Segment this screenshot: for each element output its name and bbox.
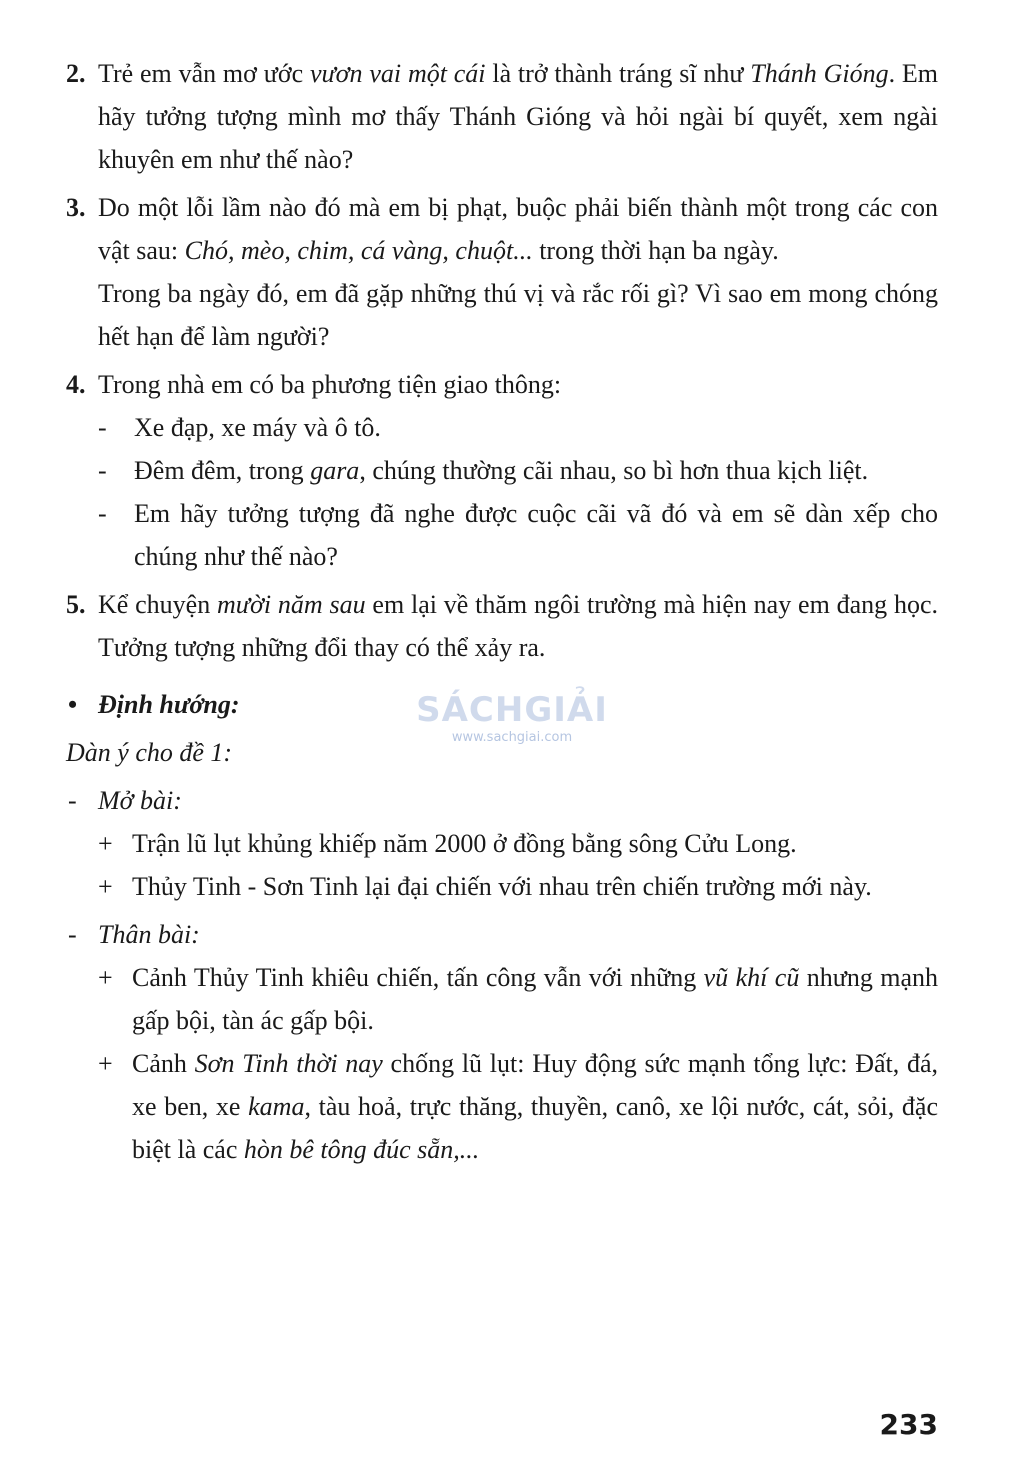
heading-text: Định hướng: [98,690,240,719]
than-bai-list [98,956,938,1171]
plus-mark: + [98,963,113,992]
italic-run: Chó, mèo, chim, cá vàng, chuột... [184,236,533,265]
italic-run: Thánh Gióng [750,59,889,88]
dash-item [98,406,938,449]
italic-run: vươn vai một cái [309,59,486,88]
text-run: , tàu hoả, trực thăng, thuyền, canô, xe lội nước, cát, sỏi, đặc biệt là các [132,1092,938,1164]
page-number: 233 [879,1408,938,1441]
dash-mark: - [98,413,107,442]
dash-item [98,492,938,578]
question-text [98,583,938,669]
outline-title: Dàn ý cho đề 1: [66,738,233,767]
plus-text: Thủy Tinh - Sơn Tinh lại đại chiến với nhau trên chiến trường mới này. [132,872,872,901]
question-number: 4. [66,370,86,399]
italic-run: gara [310,456,360,485]
plus-mark: + [98,829,113,858]
text-run: là trở thành tráng sĩ như [485,59,751,88]
dash-list [98,406,938,578]
question-number: 5. [66,590,86,619]
question-3 [66,186,938,358]
text-run: chống lũ lụt: Huy động sức mạnh tổng lực: Đất, đá, xe ben, xe [132,1049,939,1121]
italic-run: hòn bê tông đúc sẵn,... [243,1135,480,1164]
question-text: Trong nhà em có ba phương tiện giao thông: [98,370,562,399]
dash-mark: - [68,786,77,815]
text-run: . Em hãy tưởng tượng mình mơ thấy Thánh Gióng và hỏi ngài bí quyết, xem ngài khuyên em như thế nào? [98,59,939,174]
italic-run: kama [248,1092,305,1121]
text-run: Cảnh Thủy Tinh khiêu chiến, tấn công vẫn với những [132,963,704,992]
question-4 [66,363,938,406]
mo-bai-heading [66,779,938,822]
plus-text: Trận lũ lụt khủng khiếp năm 2000 ở đồng bằng sông Cửu Long. [132,829,797,858]
text-run: Cảnh [132,1049,195,1078]
plus-item [98,822,938,865]
text-run: Do một lỗi lầm nào đó mà em bị phạt, buộc phải biến thành một trong các con vật sau: [98,193,938,265]
dash-mark: - [98,499,107,528]
heading-text: Thân bài: [98,920,200,949]
italic-run: mười năm sau [217,590,366,619]
dash-mark: - [68,920,77,949]
text-run: trong thời hạn ba ngày. [532,236,779,265]
guidance-heading [66,683,938,726]
question-2 [66,52,938,181]
question-number: 3. [66,193,86,222]
question-number: 2. [66,59,86,88]
plus-item [98,1042,938,1171]
text-run: Trẻ em vẫn mơ ước [98,59,310,88]
watermark-logo: SÁCHGIẢI [416,690,608,730]
watermark-url: www.sachgiai.com [451,730,573,745]
text-run: Đêm đêm, trong [134,456,311,485]
page-content [66,52,938,1171]
text-run: em lại về thăm ngôi trường mà hiện nay em đang học. Tưởng tượng những đổi thay có thể xảy ra. [98,590,938,662]
text-run: nhưng mạnh gấp bội, tàn ác gấp bội. [132,963,938,1035]
mo-bai-list [98,822,938,908]
dash-mark: - [98,456,107,485]
dash-text: Em hãy tưởng tượng đã nghe được cuộc cãi vã đó và em sẽ dàn xếp cho chúng như thế nào? [134,499,938,571]
question-text [98,186,938,272]
question-text [98,52,938,181]
plus-mark: + [98,872,113,901]
text-run: , chúng thường cãi nhau, so bì hơn thua kịch liệt. [359,456,869,485]
plus-item [98,956,938,1042]
plus-mark: + [98,1049,113,1078]
question-5 [66,583,938,669]
italic-run: Sơn Tinh thời nay [194,1049,383,1078]
than-bai-heading [66,913,938,956]
question-paragraph: Trong ba ngày đó, em đã gặp những thú vị và rắc rối gì? Vì sao em mong chóng hết hạn để làm người? [98,279,938,351]
italic-run: vũ khí cũ [703,963,800,992]
plus-item [98,865,938,908]
dash-text: Xe đạp, xe máy và ô tô. [134,413,381,442]
bullet-mark: • [68,690,78,719]
text-run: Kể chuyện [98,590,218,619]
heading-text: Mở bài: [98,786,182,815]
dash-item [98,449,938,492]
